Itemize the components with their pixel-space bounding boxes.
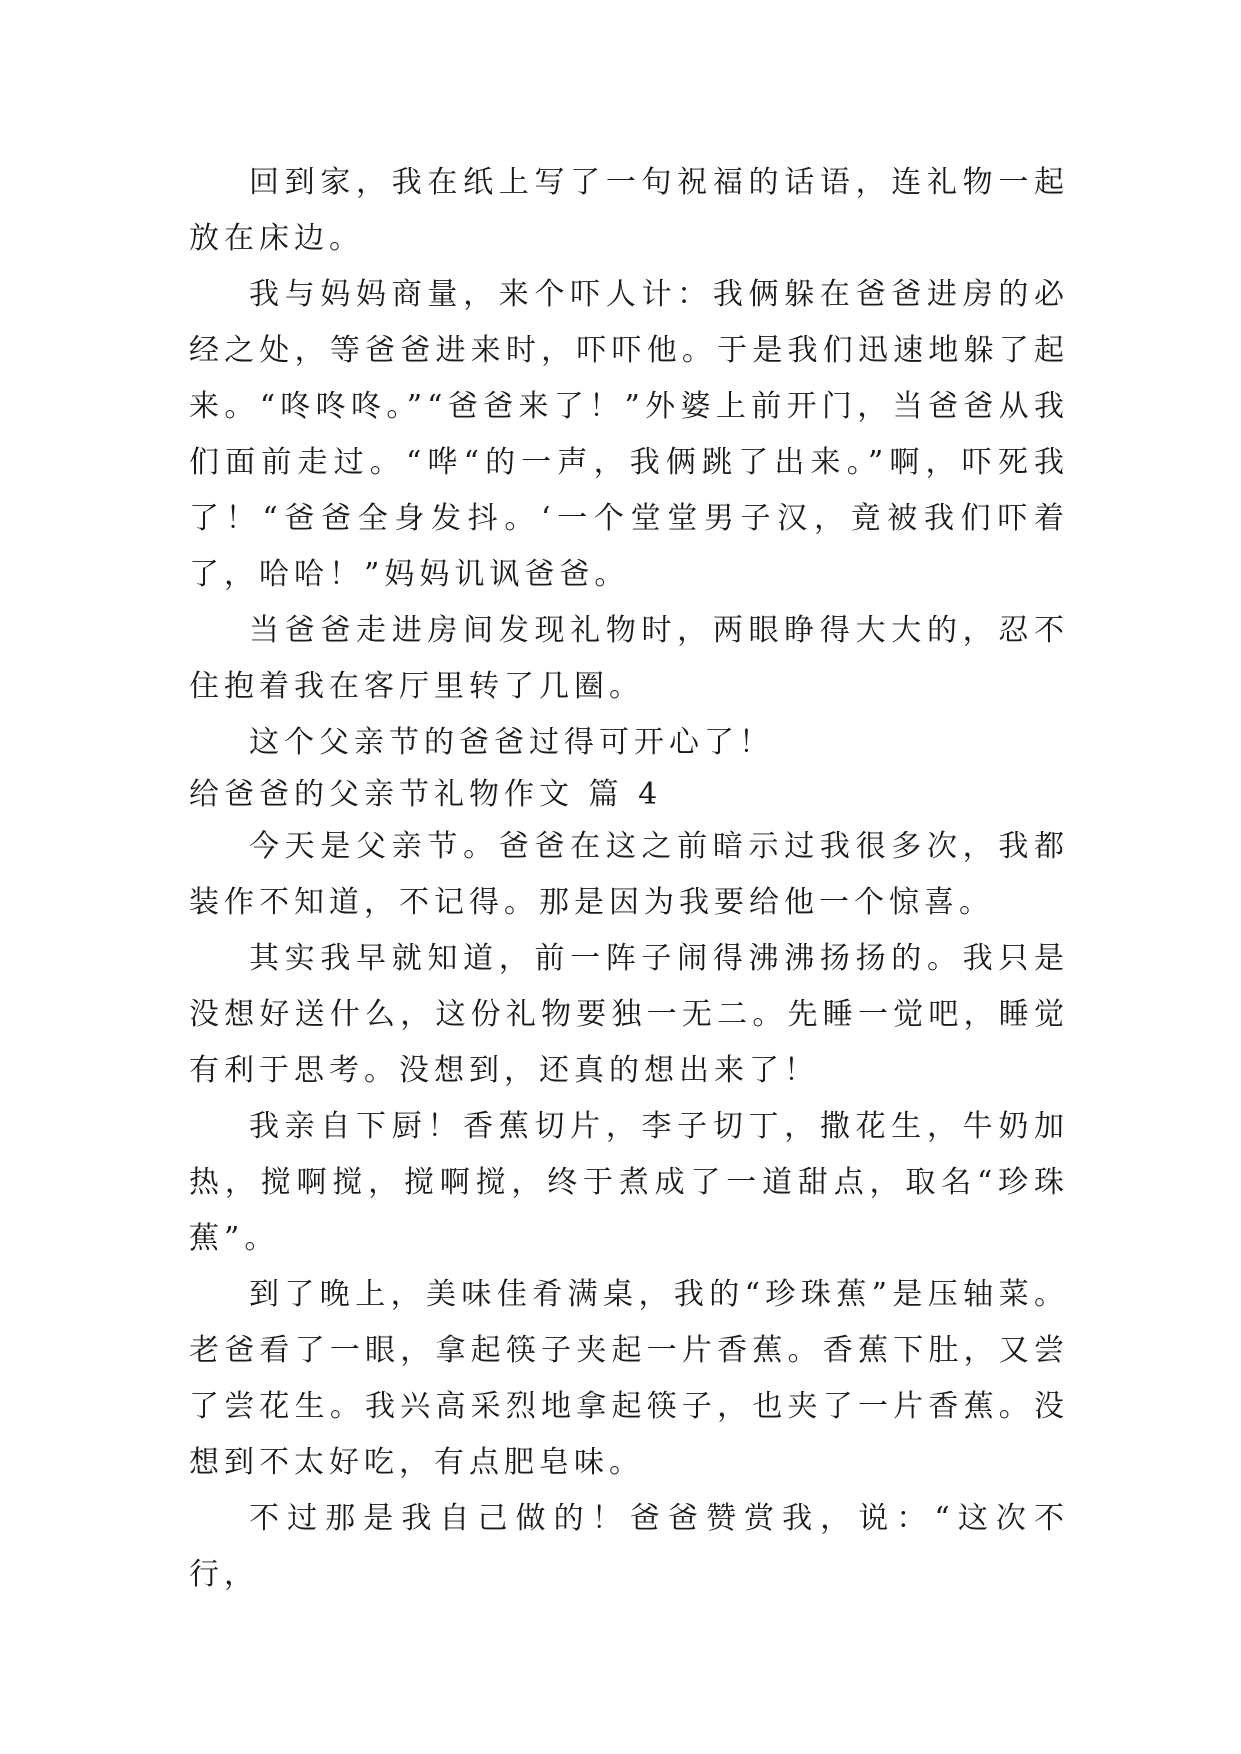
paragraph: 今天是父亲节。爸爸在这之前暗示过我很多次，我都装作不知道，不记得。那是因为我要给他一个惊喜。 (189, 829, 1069, 920)
paragraph: 我与妈妈商量，来个吓人计：我俩躲在爸爸进房的必经之处，等爸爸进来时，吓吓他。于是我们迅速地躲了起来。“咚咚咚。”“爸爸来了！”外婆上前开门，当爸爸从我们面前走过。“哗“的一声，我俩跳了出来。”啊，吓死我了！“爸爸全身发抖。‘一个堂堂男子汉，竟被我们吓着了，哈哈！”妈妈讥讽爸爸。 (189, 277, 1069, 592)
paragraph: 其实我早就知道，前一阵子闹得沸沸扬扬的。我只是没想好送什么，这份礼物要独一无二。先睡一觉吧，睡觉有利于思考。没想到，还真的想出来了！ (189, 941, 1069, 1088)
paragraph: 当爸爸走进房间发现礼物时，两眼睁得大大的，忍不住抱着我在客厅里转了几圈。 (189, 613, 1069, 704)
paragraph: 这个父亲节的爸爸过得可开心了！ (249, 725, 774, 760)
paragraph: 到了晚上，美味佳肴满桌，我的“珍珠蕉”是压轴菜。老爸看了一眼，拿起筷子夹起一片香蕉。香蕉下肚，又尝了尝花生。我兴高采烈地拿起筷子，也夹了一片香蕉。没想到不太好吃，有点肥皂味。 (189, 1277, 1069, 1480)
paragraph: 回到家，我在纸上写了一句祝福的话语，连礼物一起放在床边。 (189, 165, 1069, 256)
section-heading: 给爸爸的父亲节礼物作文 篇 4 (189, 777, 663, 812)
paragraph: 我亲自下厨！香蕉切片，李子切丁，撒花生，牛奶加热，搅啊搅，搅啊搅，终于煮成了一道甜点，取名“珍珠蕉”。 (189, 1109, 1069, 1256)
paragraph: 不过那是我自己做的！爸爸赞赏我，说：“这次不行， (189, 1501, 1069, 1592)
document-body (189, 155, 1069, 1603)
